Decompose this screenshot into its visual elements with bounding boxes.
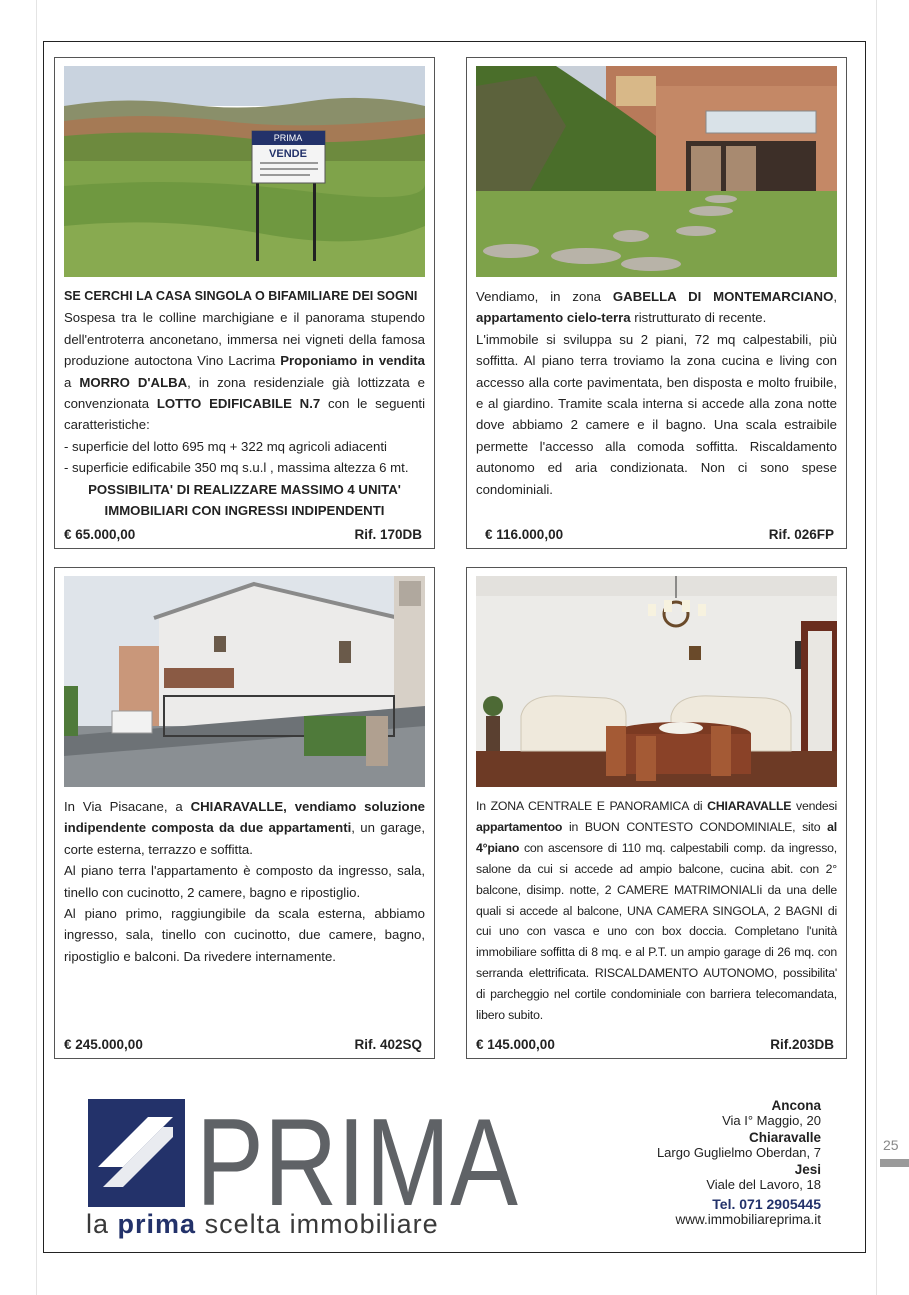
listing-card-chiaravalle-centro bbox=[466, 567, 847, 1059]
text-bold: CHIARAVALLE, vendiamo soluzione indipendente composta da due appartamenti bbox=[64, 799, 425, 836]
listing-reference: Rif. 170DB bbox=[354, 527, 422, 542]
text-span: In ZONA CENTRALE E PANORAMICA di bbox=[476, 799, 708, 813]
sign-brand-text: PRIMA bbox=[273, 133, 303, 143]
listing-description bbox=[476, 286, 837, 500]
brand-tagline bbox=[86, 1209, 439, 1240]
tagline-text: scelta immobiliare bbox=[196, 1209, 439, 1239]
page-edge-right bbox=[876, 0, 877, 1295]
phone-number: Tel. 071 2905445 bbox=[712, 1196, 821, 1212]
tagline-text: la bbox=[86, 1209, 118, 1239]
text-span: , bbox=[833, 289, 837, 304]
text-bold: LOTTO EDIFICABILE N.7 bbox=[156, 396, 321, 412]
feature-item: - superficie del lotto 695 mq + 322 mq agricoli adiacenti bbox=[64, 438, 387, 454]
location-name: GABELLA DI MONTEMARCIANO bbox=[612, 289, 834, 304]
listing-closing: POSSIBILITA' DI REALIZZARE MASSIMO 4 UNITA' IMMOBILIARI CON INGRESSI INDIPENDENTI bbox=[88, 481, 401, 519]
text-span: vendesi bbox=[791, 799, 837, 813]
listing-photo-land bbox=[64, 66, 425, 277]
text-span: con ascensore di 110 mq. calpestabili comp. da ingresso, salone da cui si accede ad ampio balcone, cucina abit. con 2° balcone, disimp. notte, 2 CAMERE MATRIMONIALIi da una delle quali si accede al balcone, UNA CAMERA SINGOLA, 2 BAGNI di cui uno con vasca e uno con box doccia. Completano l'unità immobiliare soffitta di 8 mq. e al P.T. un ampio garage di 26 mq. con serranda elettrificata. RISCALDAMENTO AUTONOMO, possibilita' di parcheggio nel cortile condominiale con barriera telecomandata, libero subito. bbox=[476, 840, 837, 1023]
listing-paragraph: Al piano terra l'appartamento è composto da ingresso, sala, tinello con cucinotto, 2 camere, bagno e ripostiglio. bbox=[64, 863, 425, 900]
listing-paragraph bbox=[476, 286, 837, 329]
office-city: Ancona bbox=[771, 1098, 821, 1113]
listing-card-chiaravalle-via-pisacane bbox=[54, 567, 435, 1059]
listing-photo-street-house bbox=[64, 576, 425, 787]
listing-photo-garden bbox=[476, 66, 837, 277]
listing-price: € 65.000,00 bbox=[64, 527, 136, 542]
sign-vende-text: VENDE bbox=[269, 148, 307, 160]
office-address: Largo Guglielmo Oberdan, 7 bbox=[656, 1145, 821, 1160]
listing-paragraph: L'immobile si sviluppa su 2 piani, 72 mq calpestabili, più soffitta. Al piano terra troviamo la zona cucina e living con accesso alla corte pavimentata, ben disposta e molto fruibile, e al giardino. Tramite scala interna si accede alla zona notte dove abbiamo 2 camere e il bagno. Una scala estraibile permette l'accesso alla comoda soffitta. Riscaldamento autonomo ed aria condizionata. Non ci sono spese condominiali. bbox=[476, 331, 837, 497]
office-city: Chiaravalle bbox=[748, 1130, 821, 1145]
listing-photo-living-room bbox=[476, 576, 837, 787]
listing-card-morro-dalba bbox=[54, 57, 435, 549]
listing-card-montemarciano bbox=[466, 57, 847, 549]
page-edge-left bbox=[36, 0, 37, 1295]
office-address: Viale del Lavoro, 18 bbox=[706, 1177, 821, 1192]
text-span: in BUON CONTESTO CONDOMINIALE, sito bbox=[562, 819, 828, 834]
logo-wordmark: PRIMA bbox=[196, 1097, 518, 1209]
text-span: a bbox=[64, 374, 80, 390]
listing-paragraph: Al piano primo, raggiungibile da scala esterna, abbiamo ingresso, sala, tinello con cucinotto, due camere, bagno, ripostiglio e balconi. Da rivedere internamente. bbox=[64, 906, 425, 964]
page-number: 25 bbox=[883, 1137, 899, 1153]
text-span: Vendiamo, in zona bbox=[476, 289, 613, 304]
location-name: MORRO D'ALBA bbox=[79, 374, 188, 390]
text-bold: appartamentoo bbox=[476, 819, 563, 834]
listing-reference: Rif.203DB bbox=[770, 1037, 834, 1052]
text-bold: appartamento cielo-terra bbox=[476, 310, 631, 326]
listing-description bbox=[64, 796, 425, 967]
text-span: , un garage, corte esterna, terrazzo e soffitta. bbox=[64, 820, 426, 857]
website-link[interactable]: www.immobiliareprima.it bbox=[675, 1212, 821, 1227]
text-span: In Via Pisacane, a bbox=[64, 799, 191, 814]
listing-price: € 145.000,00 bbox=[476, 1037, 555, 1052]
listing-paragraph bbox=[476, 796, 837, 1026]
listing-paragraph bbox=[64, 796, 425, 860]
text-span: ristrutturato di recente. bbox=[630, 310, 767, 326]
listing-description bbox=[64, 286, 425, 521]
listing-reference: Rif. 402SQ bbox=[354, 1037, 422, 1052]
listing-heading: SE CERCHI LA CASA SINGOLA O BIFAMILIARE DEI SOGNI bbox=[64, 289, 418, 303]
listing-paragraph bbox=[64, 307, 425, 435]
listing-price: € 116.000,00 bbox=[485, 527, 564, 542]
text-span: Sospesa tra le colline marchigiane e il panorama stupendo dell'entroterra anconetano, immersa nei vigneti della famosa produzione autoctona Vino Lacrima bbox=[64, 310, 425, 369]
text-span: , in zona residenziale già lottizzata e convenzionata bbox=[64, 374, 426, 412]
text-bold: al 4°piano bbox=[476, 819, 837, 855]
page-number-bar bbox=[880, 1159, 909, 1167]
listing-price: € 245.000,00 bbox=[64, 1037, 143, 1052]
office-contacts bbox=[657, 1098, 821, 1227]
office-city: Jesi bbox=[794, 1162, 821, 1177]
location-name: CHIARAVALLE bbox=[707, 799, 792, 813]
text-span: con le seguenti caratteristiche: bbox=[64, 396, 425, 433]
tagline-bold: prima bbox=[117, 1209, 197, 1239]
listing-description bbox=[476, 796, 837, 1026]
feature-item: - superficie edificabile 350 mq s.u.l , massima altezza 6 mt. bbox=[64, 460, 409, 476]
text-bold: Proponiamo in vendita bbox=[280, 353, 425, 369]
office-address: Via I° Maggio, 20 bbox=[722, 1113, 821, 1128]
listing-reference: Rif. 026FP bbox=[768, 527, 834, 542]
